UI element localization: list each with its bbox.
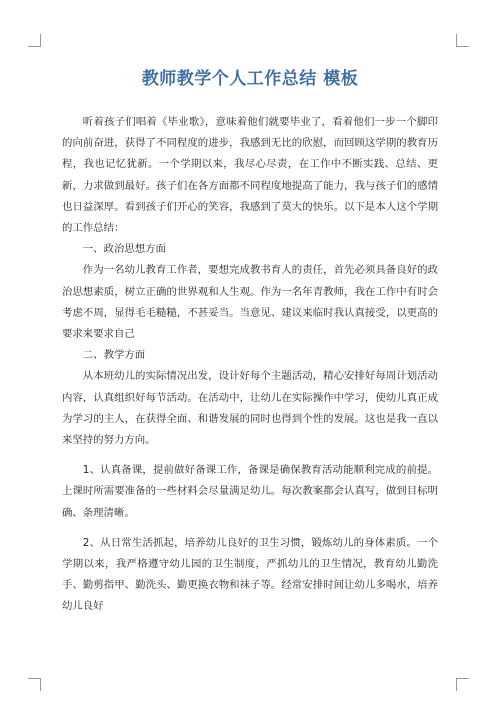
- crop-mark-bottom-right: [456, 678, 469, 691]
- politics-paragraph: 作为一名幼儿教育工作者，要想完成教书育人的责任，首先必须具备良好的政治思想素质，树立正确的世界观和人生观。作为一名年青教师，我在工作中有时会考虑不周，显得毛毛糙糙，不甚妥当。当意见、建议来临时我认真接受，以更高的要求来要求自己: [62, 264, 438, 341]
- section-heading-politics: 一、政治思想方面: [82, 243, 166, 256]
- crop-mark-top-right: [456, 34, 469, 47]
- crop-mark-top-left: [28, 34, 41, 47]
- section-heading-teaching: 二、教学方面: [82, 349, 146, 362]
- crop-mark-bottom-left: [28, 678, 41, 691]
- lesson-prep-paragraph: 1、认真备课，提前做好备课工作，备课是确保教育活动能顺利完成的前提。上课时所需要准备的一些材料会尽量满足幼儿。每次教案都会认真写，做到目标明确、条理清晰。: [62, 464, 438, 519]
- document-title: 教师教学个人工作总结 模板: [141, 69, 359, 89]
- teaching-paragraph: 从本班幼儿的实际情况出发，设计好每个主题活动，精心安排好每周计划活动内容，认真组织好每节活动。在活动中，让幼儿在实际操作中学习，使幼儿真正成为学习的主人，在获得全面、和谐发展的同时也得到个性的发展。这也是我一直以来坚持的努力方向。: [62, 370, 438, 447]
- daily-life-paragraph: 2、从日常生活抓起，培养幼儿良好的卫生习惯，锻炼幼儿的身体素质。一个学期以来，我严格遵守幼儿园的卫生制度，严抓幼儿的卫生情况，教育幼儿勤洗手、勤剪指甲、勤洗头、勤更换衣物和袜子等。经常安排时间让幼儿多喝水，培养幼儿良好: [62, 536, 438, 613]
- intro-paragraph: 听着孩子们唱着《毕业歌》，意味着他们就要毕业了，看着他们一步一个脚印的向前奋进，获得了不同程度的进步，我感到无比的欣慰，而回顾这学期的教育历程，我也记忆犹新。一个学期以来，我尽心尽责，在工作中不断实践、总结、更新，力求做到最好。孩子们在各方面都不同程度地提高了能力，我与孩子们的感情也日益深厚。看到孩子们开心的笑容，我感到了莫大的快乐。以下是本人这个学期的工作总结：: [62, 116, 438, 235]
- document-body: [62, 112, 438, 618]
